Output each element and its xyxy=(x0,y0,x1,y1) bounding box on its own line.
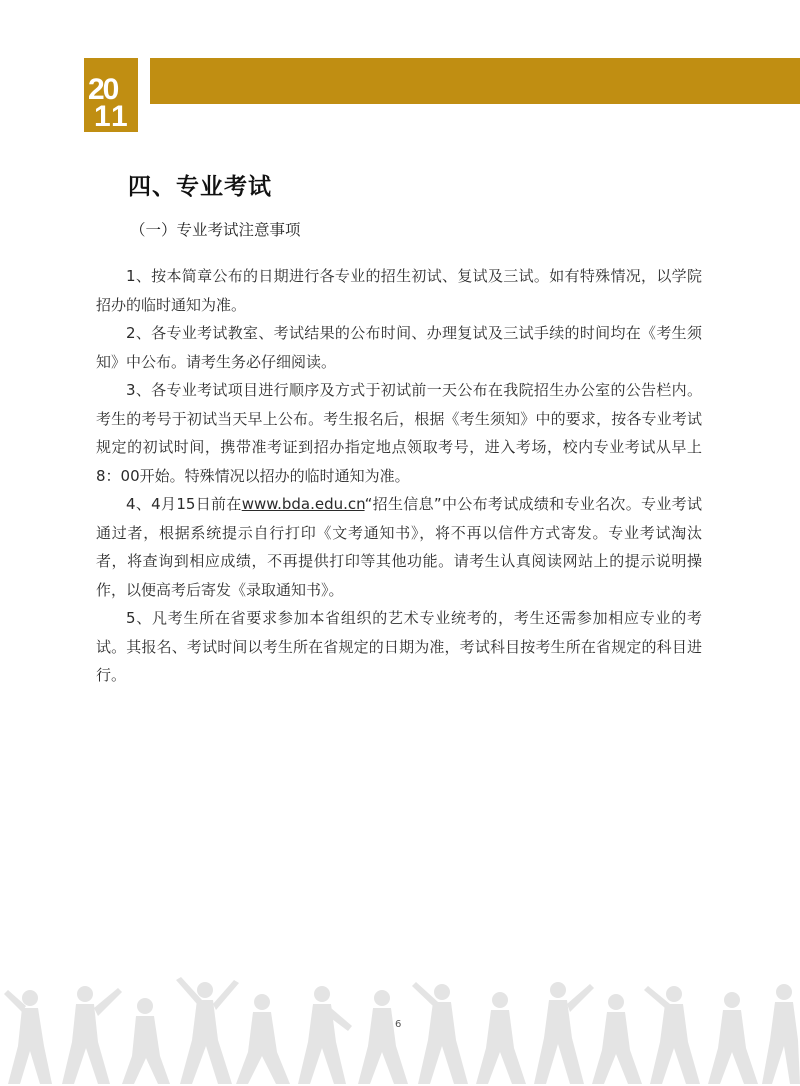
header-accent-bar xyxy=(150,58,800,104)
silhouette-10 xyxy=(534,982,594,1084)
paragraph-2: 2、各专业考试教室、考试结果的公布时间、办理复试及三试手续的时间均在《考生须知》中公布。请考生务必仔细阅读。 xyxy=(96,324,702,371)
silhouette-4 xyxy=(176,977,239,1084)
year-top-digits: 20 xyxy=(88,73,118,106)
silhouette-3 xyxy=(122,998,170,1084)
year-badge xyxy=(84,58,138,132)
silhouette-7 xyxy=(358,990,408,1084)
paragraph-4-lead: 4、4月15日前在 xyxy=(126,495,242,513)
paragraph-1: 1、按本简章公布的日期进行各专业的招生初试、复试及三试。如有特殊情况，以学院招办的临时通知为准。 xyxy=(96,267,702,314)
paragraph-4-rest: “招生信息”中公布考试成绩和专业名次。专业考试通过者，根据系统提示自行打印《文考通知书》，将不再以信件方式寄发。专业考试淘汰者，将查询到相应成绩，不再提供打印等其他功能。请考生认真阅读网站上的提示说明操作，以便高考后寄发《录取通知书》。 xyxy=(96,495,702,599)
dancer-silhouettes-graphic xyxy=(0,976,800,1086)
year-bottom-digits: 11 xyxy=(94,100,130,133)
paragraph-5: 5、凡考生所在省要求参加本省组织的艺术专业统考的，考生还需参加相应专业的考试。其报名、考试时间以考生所在省规定的日期为准，考试科目按考生所在省规定的科目进行。 xyxy=(96,609,702,684)
dancer-silhouette-band xyxy=(0,976,800,1086)
section-subtitle: （一）专业考试注意事项 xyxy=(130,221,301,239)
silhouette-6 xyxy=(298,986,352,1084)
paragraph-4 xyxy=(96,490,702,604)
silhouette-1 xyxy=(4,990,52,1084)
silhouette-8 xyxy=(412,982,468,1084)
silhouette-5 xyxy=(236,994,290,1084)
silhouette-11 xyxy=(592,994,642,1084)
website-link[interactable]: www.bda.edu.cn xyxy=(241,495,365,513)
paragraph-3: 3、各专业考试项目进行顺序及方式于初试前一天公布在我院招生办公室的公告栏内。考生的考号于初试当天早上公布。考生报名后，根据《考生须知》中的要求，按各专业考试规定的初试时间，携带准考证到招办指定地点领取考号，进入考场，校内专业考试从早上8：00开始。特殊情况以招办的临时通知为准。 xyxy=(96,381,702,485)
section-title: 四、专业考试 xyxy=(128,174,272,200)
silhouette-2 xyxy=(62,986,122,1084)
silhouette-13 xyxy=(708,992,758,1084)
silhouette-14 xyxy=(762,984,800,1084)
silhouette-12 xyxy=(644,986,700,1084)
silhouette-9 xyxy=(476,992,526,1084)
content-body xyxy=(96,262,702,690)
page-number: 6 xyxy=(395,1019,402,1030)
